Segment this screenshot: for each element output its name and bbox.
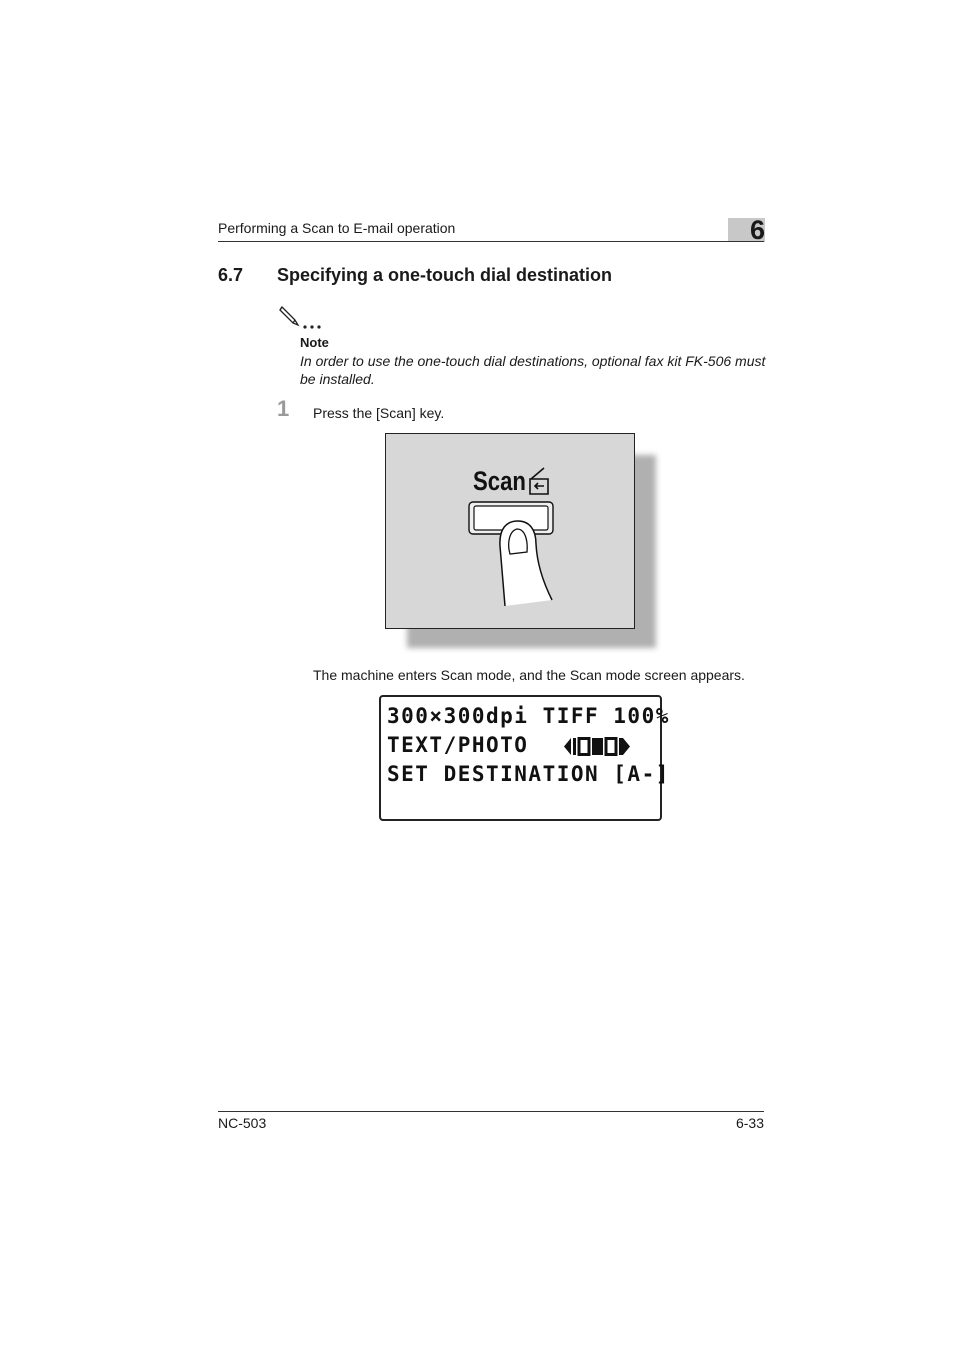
header-rule (218, 241, 764, 242)
section-number: 6.7 (218, 265, 244, 285)
note-label: Note (300, 335, 329, 350)
running-header-title: Performing a Scan to E-mail operation (218, 220, 456, 236)
lcd-line-1: 300×300dpi TIFF 100% (387, 704, 670, 728)
step-instruction: Press the [Scan] key. (313, 405, 445, 421)
footer-page-number: 6-33 (735, 1115, 764, 1131)
scan-key-icon (530, 468, 548, 494)
footer-model: NC-503 (218, 1115, 267, 1131)
pencil-note-icon (279, 303, 329, 333)
scan-key-illustration (385, 433, 635, 629)
lcd-display (379, 695, 670, 821)
chapter-number: 6 (749, 215, 765, 245)
scan-key-label: Scan (473, 466, 526, 496)
density-indicator-icon (563, 737, 633, 757)
result-description: The machine enters Scan mode, and the Scan mode screen appears. (313, 667, 745, 683)
section-title: Specifying a one-touch dial destination (277, 265, 613, 285)
footer-rule (218, 1111, 764, 1112)
lcd-line-2: TEXT/PHOTO (387, 733, 529, 757)
lcd-line-3: SET DESTINATION [A-] (387, 762, 670, 786)
note-text: In order to use the one-touch dial destinations, optional fax kit FK-506 must be installed. (300, 353, 766, 387)
step-number: 1 (277, 396, 290, 421)
